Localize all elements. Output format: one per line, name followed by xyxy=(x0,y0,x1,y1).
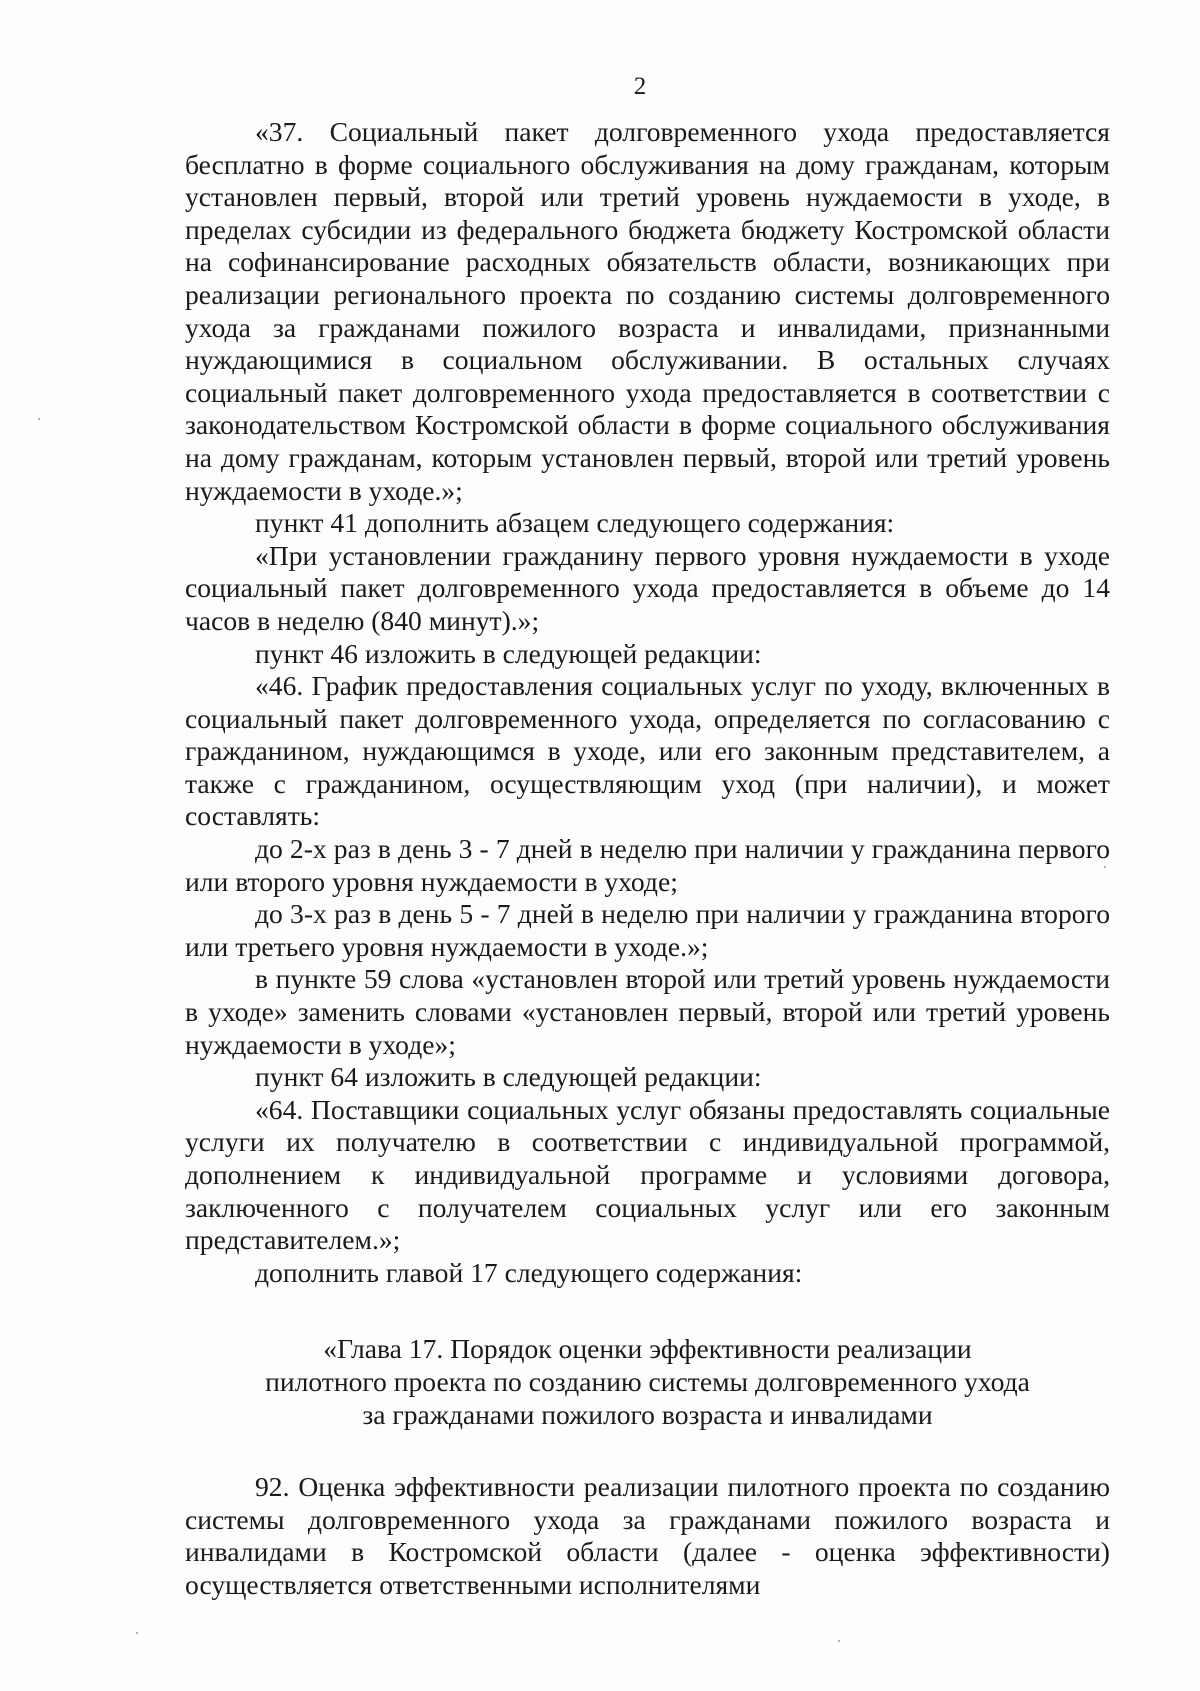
paragraph-new-text-41: «При установлении гражданину первого уровня нуждаемости в уходе социальный пакет долговременного ухода предоставляется в объеме до 14 часов в неделю (840 минут).»; xyxy=(185,539,1110,636)
paragraph-add-chapter-17: дополнить главой 17 следующего содержания: xyxy=(255,1256,803,1288)
paragraph-schedule-2: до 3-х раз в день 5 - 7 дней в неделю при наличии у гражданина второго или третьего уровня нуждаемости в уходе.»; xyxy=(185,898,1110,962)
scan-speck xyxy=(38,418,40,420)
paragraph-item-37: «37. Социальный пакет долговременного ухода предоставляется бесплатно в форме социального обслуживания на дому гражданам, которым установлен первый, второй или третий уровень нуждаемости в уходе, в пределах субсидии из федерального бюджета бюджету Костромской области на софинансирование расходных обязательств области, возникающих при реализации регионального проекта по созданию системы долговременного ухода за гражданами пожилого возраста и инвалидами, признанными нуждающимися в социальном обслуживании. В остальных случаях социальный пакет долговременного ухода предоставляется в соответствии с законодательством Костромской области в форме социального обслуживания на дому гражданам, которым установлен первый, второй или третий уровень нуждаемости в уходе.»; xyxy=(185,116,1110,506)
scan-speck xyxy=(136,1632,138,1634)
scan-speck xyxy=(1104,866,1106,868)
chapter-17-heading xyxy=(185,1333,1110,1431)
chapter-heading-line: пилотного проекта по созданию системы долговременного ухода xyxy=(265,1365,1030,1397)
paragraph-item-46: «46. График предоставления социальных услуг по уходу, включенных в социальный пакет долговременного ухода, определяется по согласованию с гражданином, нуждающимся в уходе, или его законным представителем, а также с гражданином, осуществляющим уход (при наличии), и может составлять: xyxy=(185,670,1110,832)
paragraph-amend-41: пункт 41 дополнить абзацем следующего содержания: xyxy=(255,507,895,539)
chapter-heading-line: за гражданами пожилого возраста и инвалидами xyxy=(362,1398,933,1430)
paragraph-amend-64: пункт 64 изложить в следующей редакции: xyxy=(255,1061,762,1093)
chapter-heading-line: «Глава 17. Порядок оценки эффективности реализации xyxy=(323,1333,972,1365)
paragraph-item-64: «64. Поставщики социальных услуг обязаны предоставлять социальные услуги их получателю в соответствии с индивидуальной программой, дополнением к индивидуальной программе и условиями договора, заключенного с получателем социальных услуг или его законным представителем.»; xyxy=(185,1093,1110,1256)
document-body xyxy=(185,116,1110,1602)
paragraph-amend-59: в пункте 59 слова «установлен второй или третий уровень нуждаемости в уходе» заменить словами «установлен первый, второй или третий уровень нуждаемости в уходе»; xyxy=(185,963,1110,1060)
paragraph-item-92: 92. Оценка эффективности реализации пилотного проекта по созданию системы долговременного ухода за гражданами пожилого возраста и инвалидами в Костромской области (далее - оценка эффективности) осуществляется ответственными исполнителями xyxy=(185,1471,1110,1600)
scan-speck xyxy=(838,1640,840,1642)
paragraph-schedule-1: до 2-х раз в день 3 - 7 дней в неделю при наличии у гражданина первого или второго уровня нуждаемости в уходе; xyxy=(185,833,1110,897)
paragraph-amend-46: пункт 46 изложить в следующей редакции: xyxy=(255,637,762,669)
page-number: 2 xyxy=(633,73,647,100)
